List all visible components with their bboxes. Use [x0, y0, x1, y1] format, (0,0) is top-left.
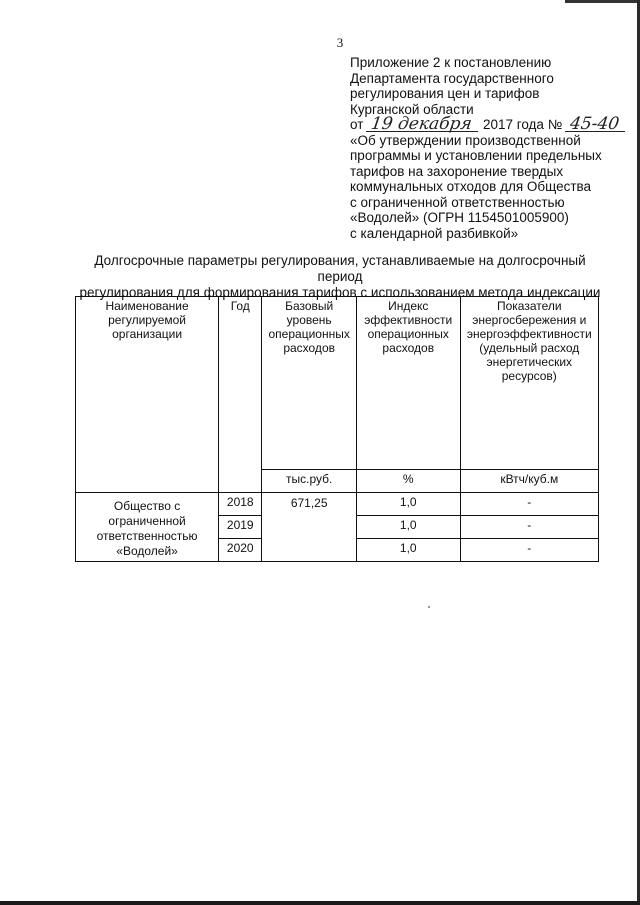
unit-energy: кВтч/куб.м	[460, 470, 598, 493]
header-energy-indicators: Показатели энергосбережения и энергоэффективности (удельный расход энергетических ресурсов)	[460, 297, 598, 470]
appendix-title-line: с ограниченной ответственностью	[350, 194, 565, 210]
appendix-title-line: «Водолей» (ОГРН 1154501005900)	[350, 210, 569, 225]
row-index: 1,0	[356, 493, 460, 516]
appendix-title-line: коммунальных отходов для Общества	[350, 179, 592, 194]
table-header-row	[76, 297, 599, 470]
scan-edge-top	[565, 0, 640, 3]
row-year: 2018	[219, 493, 262, 516]
unit-efficiency-index: %	[356, 470, 460, 493]
header-year: Год	[219, 297, 262, 493]
appendix-title-line: программы и установлении предельных	[350, 148, 602, 163]
row-energy: -	[460, 493, 598, 516]
organization-name: Общество с ограниченной ответственностью «Водолей»	[76, 493, 219, 562]
appendix-line: регулирования цен и тарифов	[350, 86, 540, 101]
table-heading	[70, 253, 610, 301]
appendix-line: Курганской области	[350, 101, 474, 117]
appendix-block	[350, 55, 620, 241]
table-row	[76, 493, 599, 516]
appendix-date-line	[350, 114, 621, 134]
unit-base-opex: тыс.руб.	[262, 470, 357, 493]
regulation-parameters-table	[75, 296, 599, 562]
heading-line-2: регулирования для формирования тарифов с использованием метода индексации	[79, 285, 601, 300]
row-year: 2019	[219, 516, 262, 539]
header-organization: Наименование регулируемой организации	[76, 297, 219, 493]
handwritten-number: 45-40	[565, 117, 627, 132]
appendix-line: Департамента государственного	[350, 70, 554, 86]
scan-edge-bottom	[0, 901, 640, 905]
row-index: 1,0	[356, 516, 460, 539]
header-base-opex: Базовый уровень операционных расходов	[262, 297, 357, 470]
appendix-title-line: «Об утверждении производственной	[350, 132, 581, 148]
header-efficiency-index: Индекс эффективности операционных расходов	[356, 297, 460, 470]
row-energy: -	[460, 539, 598, 562]
row-index: 1,0	[356, 539, 460, 562]
handwritten-date: 19 декабря	[366, 117, 480, 132]
date-prefix: от	[350, 117, 364, 132]
appendix-title-line: с календарной разбивкой»	[350, 225, 519, 241]
row-energy: -	[460, 516, 598, 539]
heading-line-1: Долгосрочные параметры регулирования, устанавливаемые на долгосрочный период	[94, 253, 586, 284]
appendix-title-line: тарифов на захоронение твердых	[350, 163, 564, 179]
base-opex-value: 671,25	[262, 493, 357, 562]
row-year: 2020	[219, 539, 262, 562]
page-number: 3	[336, 35, 344, 50]
scan-speck	[428, 606, 430, 608]
year-text: 2017 года №	[482, 117, 563, 132]
appendix-line: Приложение 2 к постановлению	[350, 55, 552, 70]
